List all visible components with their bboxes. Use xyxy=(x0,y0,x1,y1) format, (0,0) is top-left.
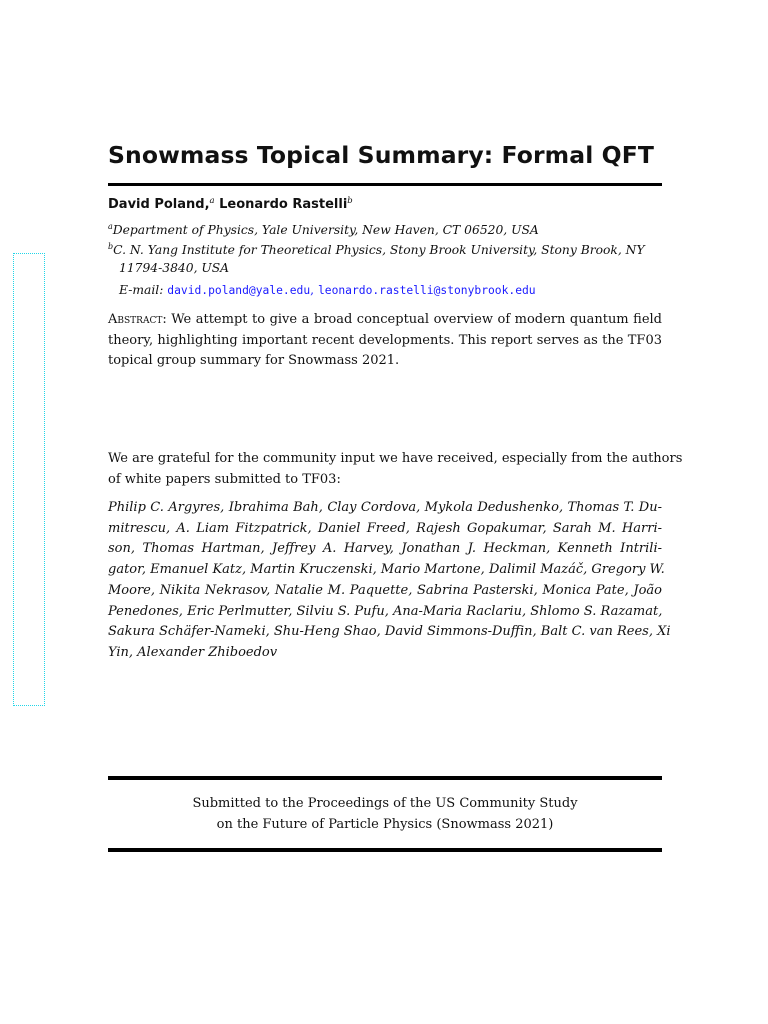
affiliation-b: $^b$C. N. Yang Institute for Theoretical Physics, Stony Brook University, Stony Brook, NY xyxy=(108,242,645,257)
email-line: E-mail: david.poland@yale.edu, leonardo.rastelli@stonybrook.edu xyxy=(119,283,536,297)
title-rule xyxy=(108,183,662,186)
contributor-list: Philip C. Argyres, Ibrahima Bah, Clay Cordova, Mykola Dedushenko, Thomas T. Du- mitrescu, A. Liam Fitzpatrick, Daniel Freed, Rajesh Gopakumar, Sarah M. Harri- son, Thomas Hartman, Jeffrey A. Harvey, Jonathan J. Heckman, Kenneth Intrili- gator, Emanuel Katz, Martin Kruczenski, Mario Martone, Dalimil Mazáč, Gregory W. Moore, Nikita Nekrasov, Natalie M. Paquette, Sabrina Pasterski, Monica Pate, João Penedones, Eric Perlmutter, Silviu S. Pufu, Ana-Maria Raclariu, Shlomo S. Razamat, Sakura Schäfer-Nameki, Shu-Heng Shao, David Simmons-Duffin, Balt C. van Rees, Xi Yin, Alexander Zhiboedov xyxy=(108,500,671,660)
submission-note: Submitted to the Proceedings of the US Community Study on the Future of Particle Physics (Snowmass 2021) xyxy=(192,796,578,832)
author-affiliation-mark: b xyxy=(347,196,353,206)
abstract: Abstract: We attempt to give a broad conceptual overview of modern quantum field theory, highlighting important recent developments. This report serves as the TF03 topical group summary for Snowmass 2021. xyxy=(108,312,662,369)
abstract-label: Abstract: xyxy=(108,312,167,327)
margin-annotation-box xyxy=(13,253,45,706)
author-name: David Poland, xyxy=(108,197,210,212)
affiliation-a: $^a$Department of Physics, Yale University, New Haven, CT 06520, USA xyxy=(108,222,539,237)
affiliation-b-continued: 11794-3840, USA xyxy=(119,261,230,275)
acknowledgement: We are grateful for the community input we have received, especially from the authors of white papers submitted to TF03: xyxy=(108,451,683,487)
author-affiliation-mark: a xyxy=(209,196,215,206)
email-label: E-mail: xyxy=(119,283,164,297)
submission-top-rule xyxy=(108,776,662,780)
author-list xyxy=(108,196,353,212)
submission-bottom-rule xyxy=(108,848,662,852)
email-link-rastelli[interactable]: leonardo.rastelli@stonybrook.edu xyxy=(317,284,536,297)
email-link-poland[interactable]: david.poland@yale.edu xyxy=(167,284,311,297)
paper-title: Snowmass Topical Summary: Formal QFT xyxy=(108,141,655,169)
author-name: Leonardo Rastelli xyxy=(219,197,348,212)
